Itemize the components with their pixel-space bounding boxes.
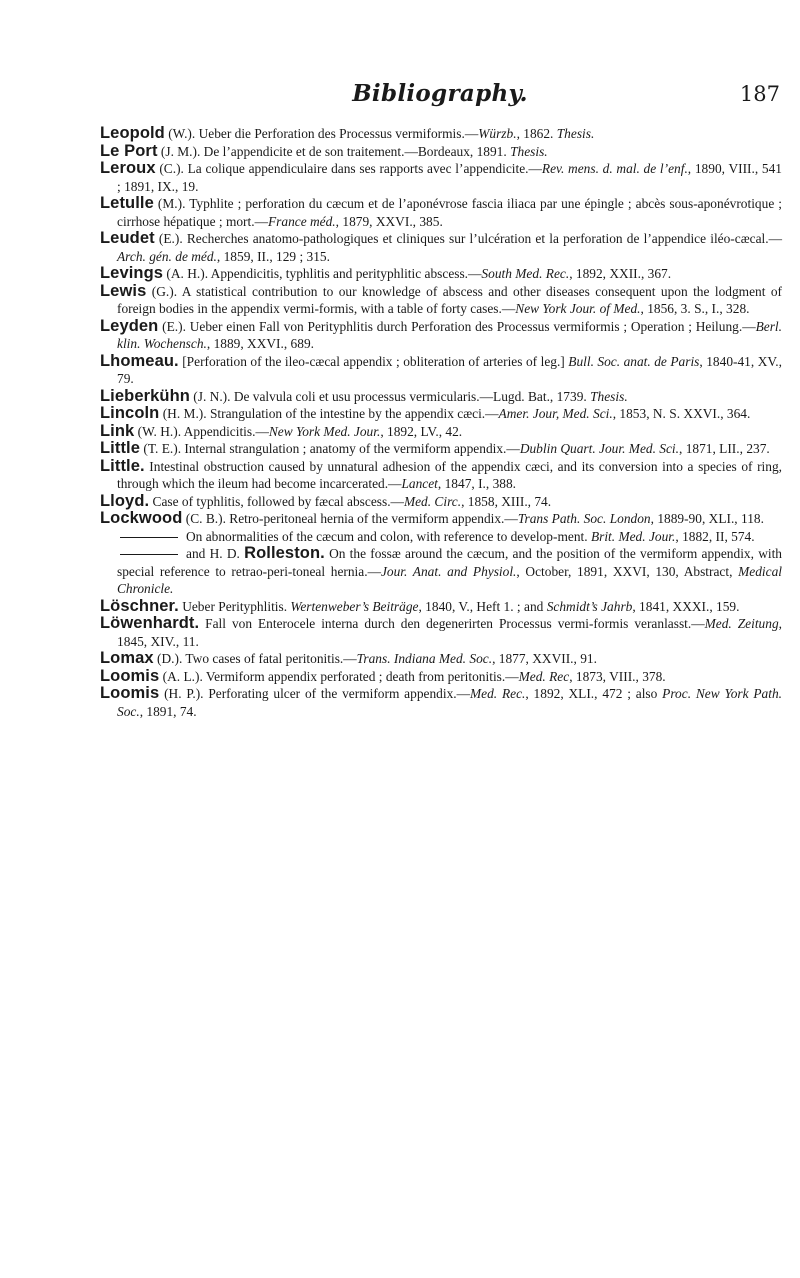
bibliography-entry: Leudet (E.). Recherches anatomo-pathologiques et cliniques sur l’ulcération et la perforation de l’appendice iléo-cæcal.—Arch. gén. de méd., 1859, II., 129 ; 315. xyxy=(100,229,782,264)
ditto-dash xyxy=(120,554,178,555)
bibliography-entry: Leyden (E.). Ueber einen Fall von Perityphlitis durch Perforation des Processus vermiformis ; Operation ; Heilung.—Berl. klin. Wochensch., 1889, XXVI., 689. xyxy=(100,316,782,351)
author-name: Link xyxy=(100,421,135,440)
bibliography-entry: Link (W. H.). Appendicitis.—New York Med. Jour., 1892, LV., 42. xyxy=(100,421,463,440)
author-name: Leopold xyxy=(100,124,165,142)
bibliography-entry: Lloyd. Case of typhlitis, followed by fæcal abscess.—Med. Circ., 1858, XIII., 74. xyxy=(100,491,552,510)
running-head xyxy=(100,80,780,112)
author-name: Lomax xyxy=(100,649,154,667)
bibliography-entry: Lincoln (H. M.). Strangulation of the intestine by the appendix cæci.—Amer. Jour, Med. Sci., 1853, N. S. XXVI., 364. xyxy=(100,404,751,422)
author-name: Letulle xyxy=(100,194,154,212)
author-name: Little xyxy=(100,439,141,457)
author-name: Le Port xyxy=(100,141,158,160)
bibliography-entry: Lomax (D.). Two cases of fatal peritonitis.—Trans. Indiana Med. Soc., 1877, XXVII., 91. xyxy=(100,649,597,667)
page-number: 187 xyxy=(739,82,780,106)
author-name: Little. xyxy=(100,456,145,475)
ditto-dash xyxy=(120,537,178,538)
author-name: Loomis xyxy=(100,684,160,702)
author-name: Lewis xyxy=(100,281,147,300)
bibliography-entry: and H. D. Rolleston. On the fossæ around the cæcum, and the position of the vermiform appendix, with special reference to retrao-peri-toneal hernia.—Jour. Anat. and Physiol., October, 1891, XXVI, 130, Abstract, Medical Chronicle. xyxy=(117,544,783,596)
bibliography-entry: On abnormalities of the cæcum and colon, with reference to develop-ment. Brit. Med. Jour., 1882, II, 574. xyxy=(100,528,782,546)
author-name: Levings xyxy=(100,264,164,282)
bibliography-entry: Letulle (M.). Typhlite ; perforation du cæcum et de l’aponévrose fascia iliaca par une épingle ; abcès sous-aponévrotique ; cirrhose hépatique ; mort.—France méd., 1879, XXVI., 385. xyxy=(100,194,782,229)
author-name: Rolleston. xyxy=(244,544,325,562)
bibliography-entry: Löwenhardt. Fall von Enterocele interna durch den degenerirten Processus vermi-formis veranlasst.—Med. Zeitung, 1845, XIV., 11. xyxy=(100,614,783,649)
author-name: Lhomeau. xyxy=(100,351,179,370)
bibliography-list xyxy=(100,125,782,720)
author-name: Leyden xyxy=(100,316,159,335)
bibliography-entry: Lieberkühn (J. N.). De valvula coli et usu processus vermicularis.—Lugd. Bat., 1739. Thesis. xyxy=(100,386,628,405)
author-name: Loomis xyxy=(100,666,160,685)
author-name: Leudet xyxy=(100,229,155,247)
bibliography-entry: Lockwood (C. B.). Retro-peritoneal hernia of the vermiform appendix.—Trans Path. Soc. London, 1889-90, XLI., 118. xyxy=(100,509,764,527)
bibliography-entry: Little (T. E.). Internal strangulation ; anatomy of the vermiform appendix.—Dublin Quart. Jour. Med. Sci., 1871, LII., 237. xyxy=(100,439,770,457)
bibliography-entry: Loomis (A. L.). Vermiform appendix perforated ; death from peritonitis.—Med. Rec, 1873, VIII., 378. xyxy=(100,666,666,685)
author-name: Löschner. xyxy=(100,596,179,615)
author-name: Lloyd. xyxy=(100,491,150,510)
bibliography-entry: Levings (A. H.). Appendicitis, typhlitis and perityphlitic abscess.—South Med. Rec., 1892, XXII., 367. xyxy=(100,264,672,282)
bibliography-entry: Le Port (J. M.). De l’appendicite et de son traitement.—Bordeaux, 1891. Thesis. xyxy=(100,141,548,160)
bibliography-entry: Loomis (H. P.). Perforating ulcer of the vermiform appendix.—Med. Rec., 1892, XLI., 472 ; also Proc. New York Path. Soc., 1891, 74. xyxy=(100,684,782,719)
author-name: Leroux xyxy=(100,159,156,177)
author-name: Lincoln xyxy=(100,404,160,422)
bibliography-entry: Leroux (C.). La colique appendiculaire dans ses rapports avec l’appendicite.—Rev. mens. d. mal. de l’enf., 1890, VIII., 541 ; 1891, IX., 19. xyxy=(100,159,783,194)
bibliography-entry: Little. Intestinal obstruction caused by unnatural adhesion of the appendix cæci, and its conversion into a species of ring, through which the ileum had become incarcerated.—Lancet, 1847, I., 388. xyxy=(100,456,782,491)
running-title: Bibliography. xyxy=(352,80,528,107)
bibliography-entry: Löschner. Ueber Perityphlitis. Wertenweber’s Beiträge, 1840, V., Heft 1. ; and Schmidt’s Jahrb, 1841, XXXI., 159. xyxy=(100,596,740,615)
author-name: Lockwood xyxy=(100,509,183,527)
author-name: Lieberkühn xyxy=(100,386,190,405)
bibliography-entry: Lewis (G.). A statistical contribution to our knowledge of abscess and other diseases consequent upon the lodgment of foreign bodies in the appendix vermi-formis, with a table of forty cases.—New York Jour. of Med., 1856, 3. S., I., 328. xyxy=(100,281,782,316)
bibliography-entry: Leopold (W.). Ueber die Perforation des Processus vermiformis.—Würzb., 1862. Thesis. xyxy=(100,124,595,142)
author-name: Löwenhardt. xyxy=(100,614,200,632)
bibliography-entry: Lhomeau. [Perforation of the ileo-cæcal appendix ; obliteration of arteries of leg.] Bull. Soc. anat. de Paris, 1840-41, XV., 79. xyxy=(100,351,783,386)
